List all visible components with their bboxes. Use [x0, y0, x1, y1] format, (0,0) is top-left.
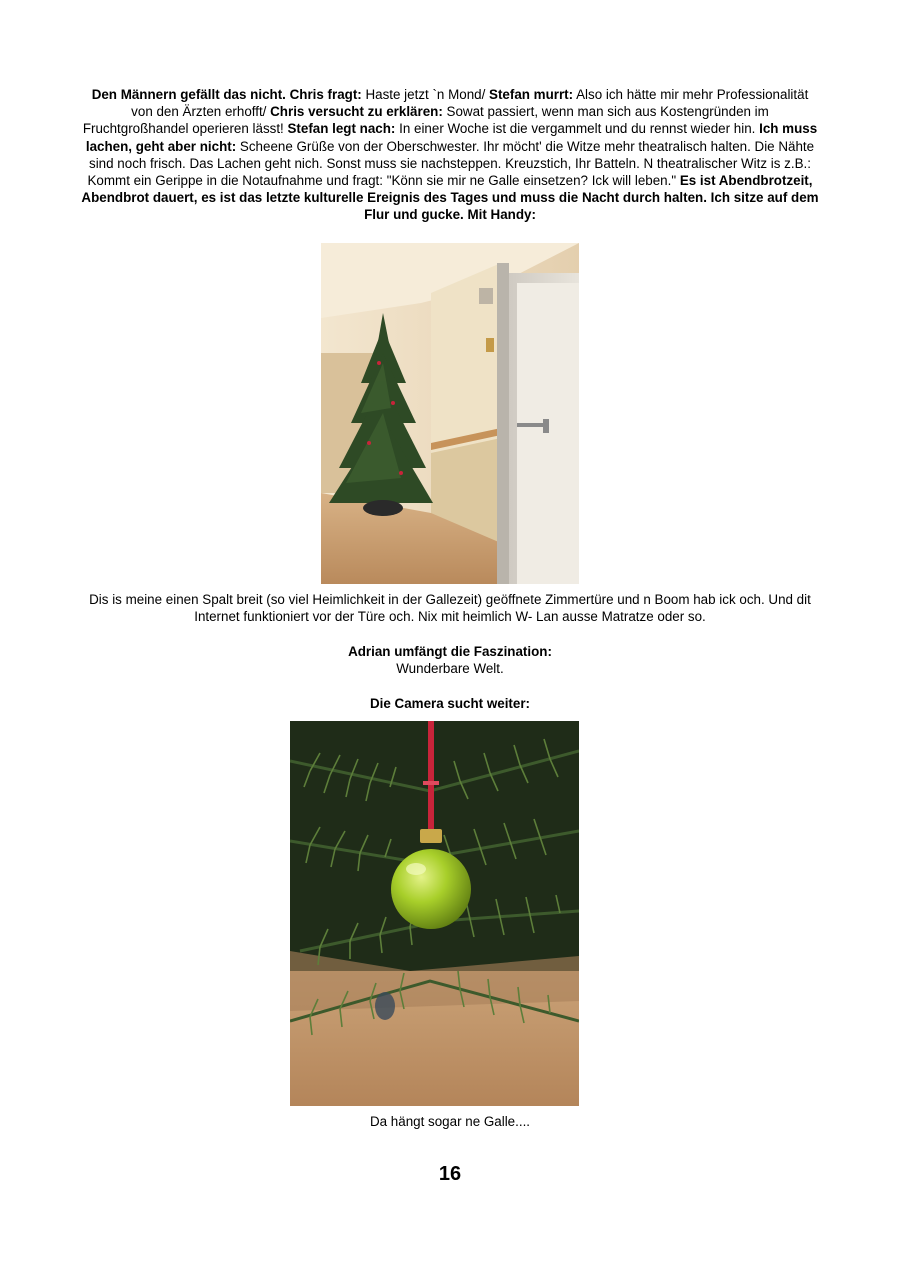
- quote-line: Wunderbare Welt.: [396, 661, 504, 676]
- green-bauble-photo: [290, 721, 579, 1106]
- text-run: Also ich hätte mir mehr Professionalität von den Ärzten erhofft/: [131, 87, 809, 120]
- bold-run: Es ist Abendbrotzeit, Abendbrot dauert, es ist das letzte kulturelle Ereignis des Tages und muss die Nacht durch halten. Ich sitze auf dem Flur und gucke. Mit Handy:: [81, 173, 819, 223]
- body-paragraph: [80, 86, 820, 224]
- section-heading: Adrian umfängt die Faszination:: [348, 644, 552, 659]
- section-heading: Die Camera sucht weiter:: [369, 696, 530, 711]
- bold-run: Den Männern gefällt das nicht. Chris fragt:: [91, 87, 362, 102]
- bold-run: Chris versucht zu erklären:: [270, 104, 443, 120]
- bold-run: Stefan murrt:: [489, 87, 574, 102]
- hallway-christmas-tree-photo: [321, 243, 579, 584]
- bold-run: Stefan legt nach:: [287, 121, 396, 137]
- text-run: Haste jetzt `n Mond/: [361, 87, 490, 102]
- bold-run: Ich muss lachen, geht aber nicht:: [85, 121, 818, 154]
- text-run: In einer Woche ist die vergammelt und du rennst wieder hin.: [395, 121, 760, 137]
- photo-caption: Da hängt sogar ne Galle....: [369, 1114, 531, 1129]
- text-run: Scheene Grüße von der Oberschwester. Ihr möcht' die Witze mehr theatralisch halten. Die Nähte sind noch frisch. Das Lachen geht nich. Sonst muss sie nachsteppen. Kreuzstich, Ihr Batteln. N theatralischer Witz is z.B.: Kommt ein Gerippe in die Notaufnahme und fragt: "Könn sie mir ne Galle einsetzen? Ick will leben.": [87, 138, 815, 189]
- text-run: Sowat passiert, wenn man sich aus Kostengründen im Fruchtgroßhandel operieren lässt!: [82, 104, 769, 137]
- photo-caption: Dis is meine einen Spalt breit (so viel Heimlichkeit in der Gallezeit) geöffnete Zimmertüre und n Boom hab ick och. Und dit Internet funktioniert vor der Türe och. Nix mit heimlich W- Lan ausse Matratze oder so.: [89, 592, 811, 625]
- page-number: 16: [438, 1163, 462, 1185]
